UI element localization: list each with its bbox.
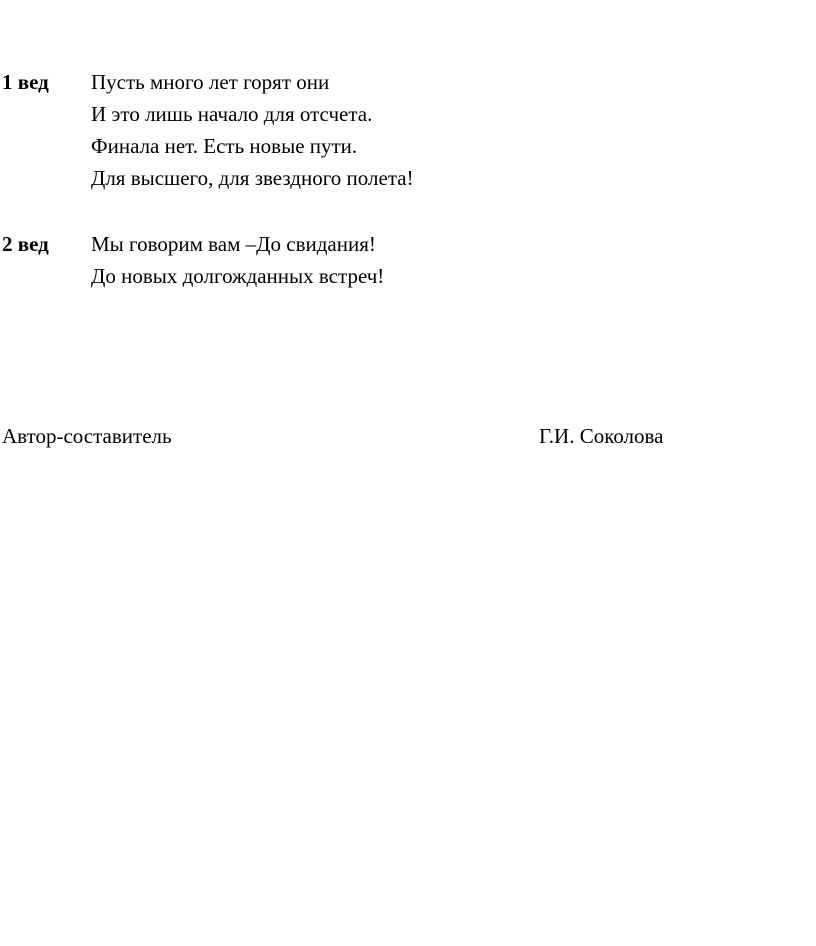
stanza-line bbox=[2, 98, 702, 130]
author-role: Автор-составитель bbox=[2, 424, 172, 448]
author-name: Г.И. Соколова bbox=[539, 424, 664, 448]
verse-line: Для высшего, для звездного полета! bbox=[91, 166, 414, 190]
stanza-2 bbox=[2, 228, 702, 292]
verse-line: Пусть много лет горят они bbox=[91, 70, 330, 94]
stanza-line bbox=[2, 162, 702, 194]
verse-line: И это лишь начало для отсчета. bbox=[91, 102, 373, 126]
verse-line: До новых долгожданных встреч! bbox=[91, 264, 385, 288]
speaker-label: 1 вед bbox=[2, 70, 49, 94]
stanza-line bbox=[2, 66, 702, 98]
signature-line bbox=[2, 420, 702, 452]
stanza-line bbox=[2, 130, 702, 162]
stanza-line bbox=[2, 228, 702, 260]
stanza-1 bbox=[2, 66, 702, 194]
stanza-line bbox=[2, 260, 702, 292]
speaker-label: 2 вед bbox=[2, 232, 49, 256]
verse-line: Финала нет. Есть новые пути. bbox=[91, 134, 358, 158]
verse-line: Мы говорим вам –До свидания! bbox=[91, 232, 376, 256]
